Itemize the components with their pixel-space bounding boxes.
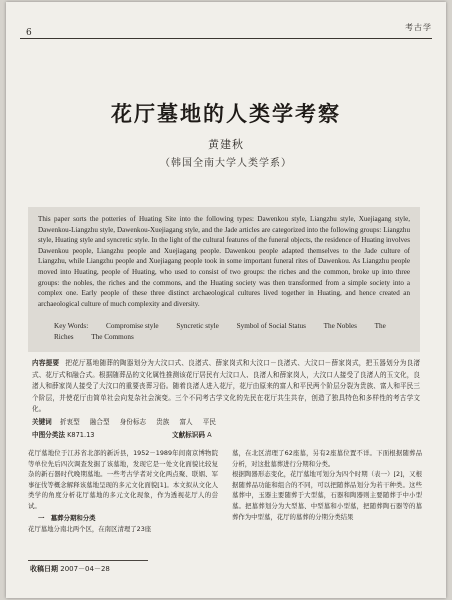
- page-number: 6: [26, 28, 32, 38]
- keyword: 富人: [179, 418, 193, 426]
- body-paragraph: 花厅墓地分南北两个区，在南区清理了23座: [28, 525, 152, 534]
- received-date: [30, 564, 110, 574]
- body-column-left: [28, 448, 218, 535]
- keyword: The Riches: [54, 322, 386, 341]
- received-value: 2007－04－28: [60, 565, 110, 573]
- chinese-abstract-label: 内容提要: [32, 359, 60, 367]
- english-abstract-box: [28, 207, 420, 352]
- keyword: Symbol of Social Status: [236, 322, 306, 330]
- keyword: Syncretic style: [176, 322, 219, 330]
- document-code: [172, 429, 212, 439]
- footnote-rule: [28, 560, 148, 561]
- document-code-label: 文献标识码: [172, 431, 205, 439]
- body-paragraph: 根据陶器形态变化，花厅墓地可划分为四个时期（表一）[2]，又根据随葬品功能和组合的不同，可以把随葬品划分为若干种类。这些墓葬中，玉器主要随葬于大型墓，石器和陶器则主要随葬于中小型墓。把墓葬划分为大型墓、中型墓和小型墓，把随葬陶石器等的墓葬作为中型墓，花厅的墓葬的分期分类结果: [232, 470, 422, 521]
- keyword: 折衷型: [59, 418, 80, 426]
- keyword: 贵族: [156, 418, 170, 426]
- article-author: 黄建秋: [208, 138, 244, 151]
- chinese-keywords-label: 关键词: [32, 418, 52, 426]
- body-paragraph: 墓，在北区清理了62座墓，另有2座墓位置不详。下面根据随葬品分析，对这批墓葬进行分期和分类。: [232, 449, 422, 468]
- journal-page: [6, 2, 446, 598]
- keyword: 身份标志: [119, 418, 147, 426]
- keyword: 平民: [202, 418, 216, 426]
- body-column-right: [232, 448, 422, 522]
- document-code-value: A: [207, 431, 212, 439]
- received-label: 收稿日期: [30, 565, 58, 573]
- keyword: 融合型: [89, 418, 110, 426]
- classification-code: K871.13: [67, 431, 95, 439]
- classification-label: 中图分类法: [32, 431, 65, 439]
- keywords-label: Key Words:: [54, 322, 89, 330]
- english-keywords: [54, 321, 404, 343]
- article-title: 花厅墓地的人类学考察: [111, 101, 341, 126]
- author-affiliation: （韩国全南大学人类学系）: [160, 158, 292, 169]
- section-heading: 一 墓葬分期和分类: [38, 513, 96, 522]
- chinese-abstract: [32, 358, 420, 416]
- chinese-keywords: [32, 416, 420, 426]
- classification-line: [32, 429, 420, 439]
- keyword: Compromise style: [106, 322, 159, 330]
- chinese-abstract-text: 把花厅墓地随葬的陶器划分为大汶口式、良渚式、薛家岗式和大汶口－良渚式、大汶口－薛家岗式，把玉器划分为良渚式、花厅式和融合式。根据随葬品的文化属性推测该花厅居民有大汶口人、良渚人和薛家岗人，大汶口人接受了良渚人的玉文化，良渚人和薛家岗人接受了大汶口的重要丧葬习俗。随着良渚人进入花厅，花厅由原来的富人和平民两个阶层分裂为贵族、富人和平民三个阶层，并使花厅由简单社会向复杂社会演变。三个不同考古学文化的先民在花厅共生共存，创造了独具特色和多样性的考古学文化。: [32, 359, 421, 413]
- english-abstract: This paper sorts the potteries of Huating Site into the following types: Dawenkou style, Liangzhu style, Xuejiagang style, Dawenkou-Liangzhu style, Dawenkou-Xuejiagang style, and the Jade articles are categorized into the following groups: Liangzhu style, Huating style and syncretic style. In the light of the cultural features of the funeral objects, the residence of Huating involves Dawenkou people, Liangzhu people and Xuejiagang people. Dawenkou people adapted themselves to the Jade culture of Liangzhu, while Liangzhu people and Xuejiagang people took in some important funeral rites of Dawenkou. As Liangzhu people moved into Huating, people of Huating, who used to consist of two groups: the riches and the common, broke up into three groups: the nobles, the riches and the commons, and the Huating society was then transformed from a simple society into a complex one. Early people of these three distinct archaeological cultures lived together in Huating, and hence created an archaeological culture of much complexity and diversity.: [38, 215, 410, 308]
- keyword: The Commons: [91, 333, 134, 341]
- header-rule: [20, 38, 432, 39]
- journal-name: 考古学: [405, 23, 432, 32]
- body-paragraph: 花厅墓地位于江苏省北部的新沂县，1952－1989年间南京博物院等单位先后四次调查发掘了该墓地，发现它是一处文化面貌比较复杂的新石器时代晚期墓地。一些考古学者对文化两点聚、联姻、军事征伐等概念解释该墓地呈现的多元文化面貌[1]。本文拟从文化人类学的角度分析花厅墓地的多元文化现象，作为透视花厅人的尝试。: [28, 449, 218, 510]
- keyword: The Nobles: [323, 322, 357, 330]
